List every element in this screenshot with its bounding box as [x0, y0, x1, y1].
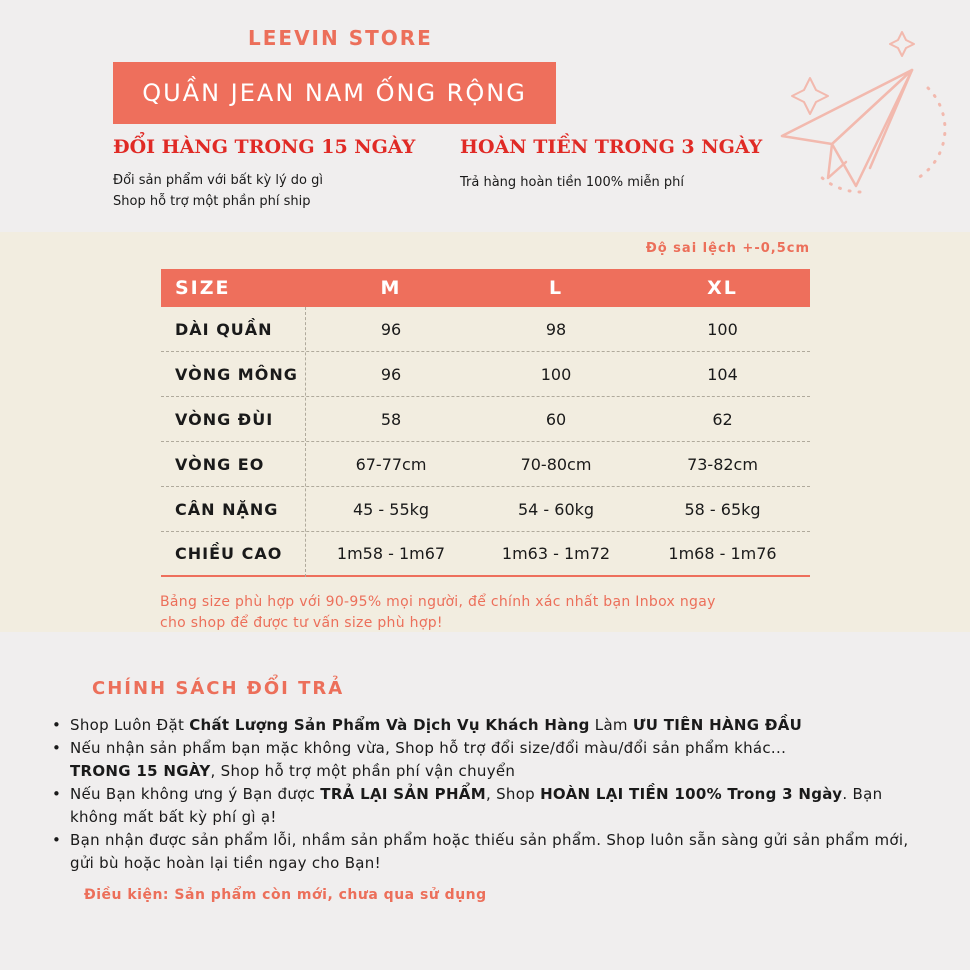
row-label: CÂN NẶNG — [175, 499, 279, 519]
cell-xl: 1m68 - 1m76 — [668, 544, 777, 563]
header-xl: XL — [707, 277, 738, 299]
list-item — [50, 737, 920, 783]
deviation-note: Độ sai lệch +-0,5cm — [645, 241, 810, 256]
text-segment-bold: ƯU TIÊN HÀNG ĐẦU — [632, 716, 803, 734]
cell-l: 1m63 - 1m72 — [501, 544, 611, 563]
refund-policy-heading: HOÀN TIỀN TRONG 3 NGÀY — [460, 136, 763, 158]
row-label: DÀI QUẦN — [175, 319, 273, 339]
cell-xl: 58 - 65kg — [684, 499, 761, 519]
cell-xl: 104 — [707, 364, 738, 384]
title-banner — [113, 62, 556, 124]
text-segment: Shop Luôn Đặt — [70, 716, 190, 734]
text-segment-bold: TRẢ LẠI SẢN PHẨM — [320, 785, 486, 803]
paper-plane-icon — [760, 28, 950, 208]
exchange-policy-text — [113, 170, 323, 212]
list-item — [50, 783, 920, 829]
exchange-policy-line: Đổi sản phẩm với bất kỳ lý do gì — [113, 173, 323, 188]
row-label: VÒNG ĐÙI — [175, 409, 274, 429]
text-segment: Bạn nhận được sản phẩm lỗi, nhầm sản phẩm hoặc thiếu sản phẩm. Shop luôn sẵn sàng gửi sản phẩm mới, gửi bù hoặc hoàn lại tiền ngay cho Bạn! — [70, 831, 909, 872]
store-name: LEEVIN STORE — [248, 26, 433, 50]
product-title: QUẦN JEAN NAM ỐNG RỘNG — [142, 79, 527, 107]
cell-xl: 73-82cm — [687, 454, 758, 474]
header-m: M — [380, 277, 402, 299]
size-table-body — [161, 307, 810, 577]
return-policy-title: CHÍNH SÁCH ĐỔI TRẢ — [92, 678, 345, 699]
table-row — [161, 487, 810, 532]
cell-m: 96 — [380, 319, 402, 339]
condition-note: Điều kiện: Sản phẩm còn mới, chưa qua sử dụng — [84, 887, 487, 903]
exchange-policy-line: Shop hỗ trợ một phần phí ship — [113, 194, 311, 209]
table-row — [161, 352, 810, 397]
size-table-note — [160, 592, 820, 634]
cell-l: 98 — [545, 319, 567, 339]
text-segment-bold: Chất Lượng Sản Phẩm Và Dịch Vụ Khách Hàng — [189, 716, 590, 734]
list-item — [50, 829, 920, 875]
size-table-note-line: Bảng size phù hợp với 90-95% mọi người, để chính xác nhất bạn Inbox ngay — [160, 594, 716, 610]
table-row — [161, 532, 810, 577]
cell-l: 60 — [545, 409, 567, 429]
cell-m: 58 — [380, 409, 402, 429]
text-segment-bold: HOÀN LẠI TIỀN 100% Trong 3 Ngày — [540, 785, 843, 803]
cell-xl: 100 — [707, 319, 738, 339]
cell-m: 96 — [380, 364, 402, 384]
refund-policy-text: Trả hàng hoàn tiền 100% miễn phí — [460, 175, 684, 190]
table-row — [161, 307, 810, 352]
cell-xl: 62 — [712, 409, 733, 429]
exchange-policy-heading: ĐỔI HÀNG TRONG 15 NGÀY — [113, 136, 416, 158]
table-row — [161, 442, 810, 487]
row-label: VÒNG EO — [175, 454, 265, 474]
cell-m: 45 - 55kg — [352, 499, 430, 519]
cell-m: 67-77cm — [355, 454, 427, 474]
header-l: L — [548, 277, 564, 299]
table-row — [161, 397, 810, 442]
size-table — [161, 269, 810, 577]
text-segment: , Shop hỗ trợ một phần phí vận chuyển — [210, 762, 516, 780]
text-segment: , Shop — [485, 785, 541, 803]
text-segment: Nếu nhận sản phẩm bạn mặc không vừa, Shop hỗ trợ đổi size/đổi màu/đổi sản phẩm khác... — [70, 739, 787, 757]
cell-l: 70-80cm — [520, 454, 592, 474]
cell-m: 1m58 - 1m67 — [336, 544, 446, 563]
cell-l: 54 - 60kg — [517, 499, 595, 519]
row-label: VÒNG MÔNG — [175, 364, 298, 384]
text-segment: . Bạn không mất bất kỳ phí gì ạ! — [70, 785, 883, 826]
return-policy-list — [50, 714, 920, 875]
header-size: SIZE — [175, 277, 231, 299]
text-segment: Làm — [589, 716, 633, 734]
size-table-note-line: cho shop để được tư vấn size phù hợp! — [160, 615, 443, 631]
text-segment-bold: TRONG 15 NGÀY — [70, 762, 211, 780]
size-table-header — [161, 269, 810, 307]
text-segment: Nếu Bạn không ưng ý Bạn được — [70, 785, 321, 803]
row-label: CHIỀU CAO — [175, 544, 283, 563]
list-item — [50, 714, 920, 737]
cell-l: 100 — [540, 364, 572, 384]
